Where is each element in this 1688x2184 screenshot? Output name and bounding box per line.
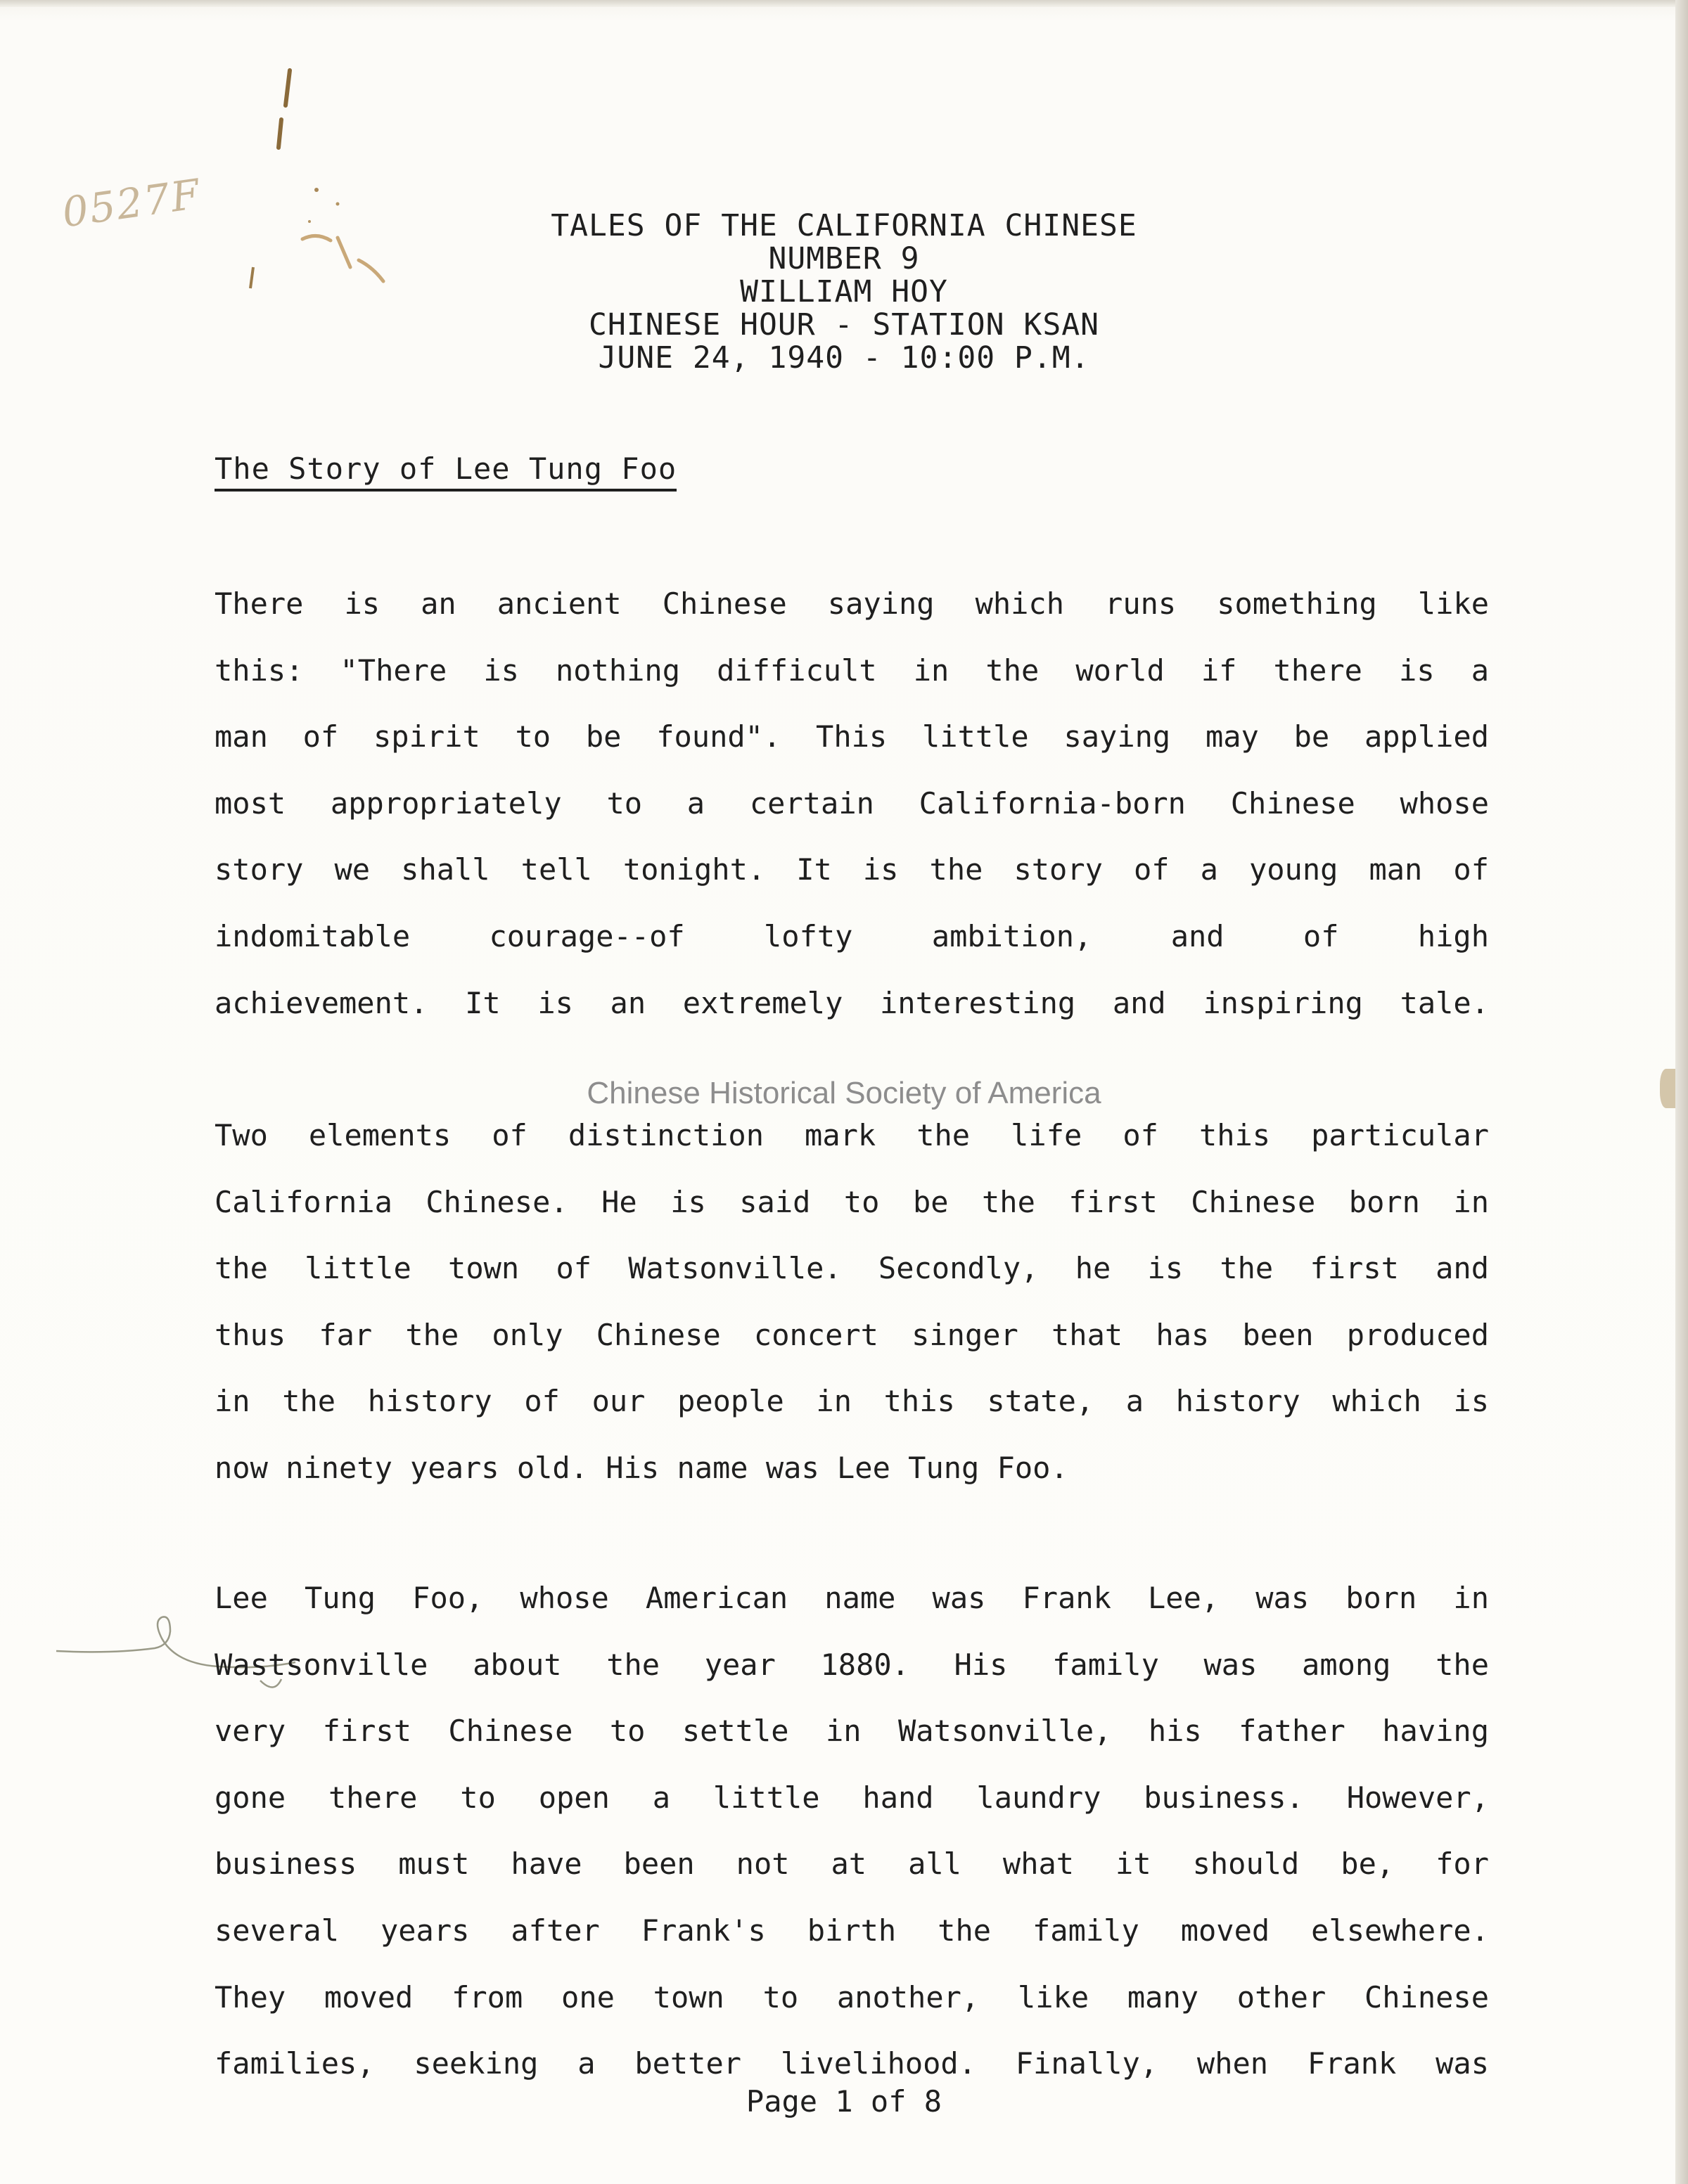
text-line: man of spirit to be found". This little saying may be applied [215, 719, 1489, 754]
section-title: The Story of Lee Tung Foo [215, 451, 677, 492]
text-line: most appropriately to a certain California-born Chinese whose [215, 785, 1489, 821]
header-line-author: WILLIAM HOY [740, 274, 948, 309]
text-line: Two elements of distinction mark the life of this particular [215, 1118, 1489, 1152]
text-line: Wastsonville about the year 1880. His family was among the [215, 1647, 1489, 1682]
paragraph-1 [215, 571, 1489, 1036]
text-line: in the history of our people in this state, a history which is [215, 1384, 1489, 1419]
watermark: Chinese Historical Society of America [587, 1076, 1101, 1110]
text-line: very first Chinese to settle in Watsonville, his father having [215, 1714, 1489, 1749]
header-line-number: NUMBER 9 [768, 241, 920, 276]
text-line: the little town of Watsonville. Secondly, he is the first and [215, 1251, 1489, 1286]
paragraph-3 [215, 1565, 1489, 2098]
text-line: They moved from one town to another, like many other Chinese [215, 1979, 1489, 2015]
paper-top-edge [0, 0, 1688, 7]
text-line: business must have been not at all what it should be, for [215, 1846, 1489, 1882]
text-line: families, seeking a better livelihood. Finally, when Frank was [215, 2046, 1489, 2081]
text-line: now ninety years old. His name was Lee Tung Foo. [215, 1450, 1068, 1485]
text-line: thus far the only Chinese concert singer that has been produced [215, 1317, 1489, 1352]
corner-annotation: 0527F [59, 169, 204, 237]
text-line: story we shall tell tonight. It is the story of a young man of [215, 852, 1489, 887]
header-line-series: TALES OF THE CALIFORNIA CHINESE [551, 208, 1137, 243]
header-line-date: JUNE 24, 1940 - 10:00 P.M. [598, 340, 1090, 375]
text-line: indomitable courage--of lofty ambition, and of high [215, 918, 1489, 953]
text-line: several years after Frank's birth the family moved elsewhere. [215, 1913, 1489, 1948]
text-line: Lee Tung Foo, whose American name was Frank Lee, was born in [215, 1581, 1489, 1615]
text-line: this: "There is nothing difficult in the world if there is a [215, 653, 1489, 688]
paragraph-2 [215, 1103, 1489, 1502]
text-line: gone there to open a little hand laundry business. However, [215, 1780, 1489, 1815]
text-line: California Chinese. He is said to be the first Chinese born in [215, 1184, 1489, 1219]
page-number-footer: Page 1 of 8 [746, 2084, 942, 2119]
text-line: achievement. It is an extremely interesting and inspiring tale. [215, 985, 1489, 1020]
document-header [0, 210, 1688, 375]
header-line-station: CHINESE HOUR - STATION KSAN [589, 307, 1099, 342]
text-line: There is an ancient Chinese saying which runs something like [215, 586, 1489, 621]
